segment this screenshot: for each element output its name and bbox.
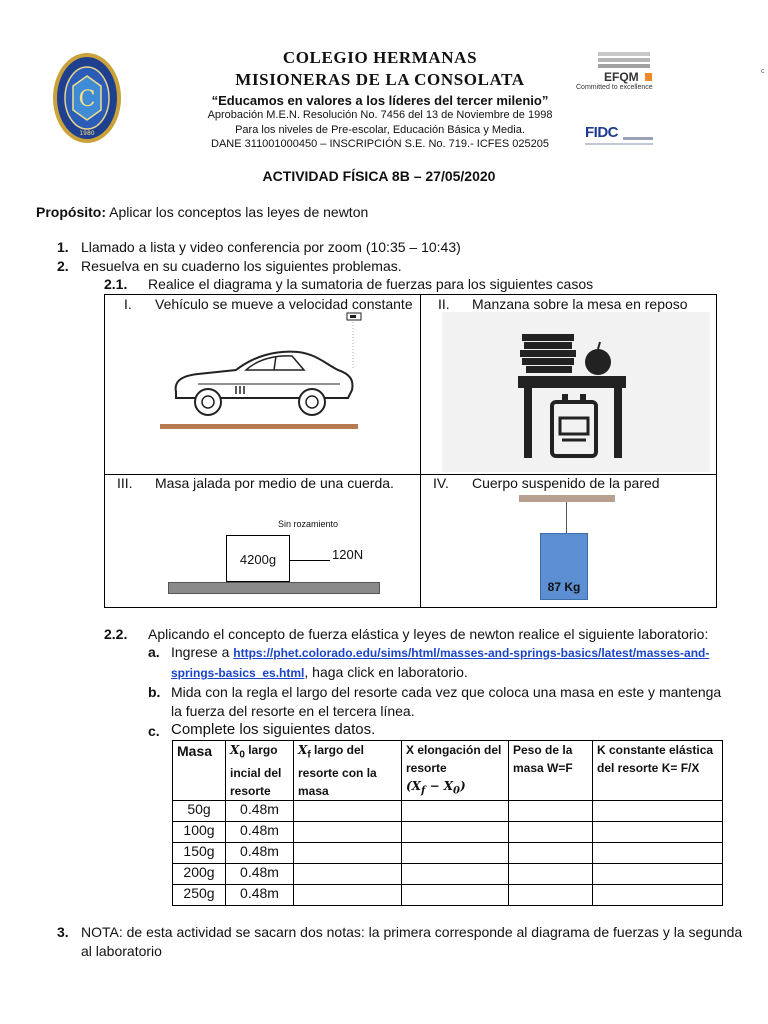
hanging-rope xyxy=(566,502,567,533)
step-c-text: Complete los siguientes datos. xyxy=(171,721,376,738)
cell-x0: 0.48m xyxy=(226,822,294,843)
table-row xyxy=(173,801,723,822)
cell-xf-empty[interactable] xyxy=(294,864,402,885)
item-1-text: Llamado a lista y video conferencia por zoom (10:35 – 10:43) xyxy=(81,239,461,255)
cell-xf-empty[interactable] xyxy=(294,801,402,822)
step-a-post: , haga click en laboratorio. xyxy=(304,664,468,680)
car-illustration xyxy=(158,312,368,434)
case-2-roman: II. xyxy=(438,296,450,312)
efqm-wordmark: EFQM xyxy=(604,70,639,84)
cell-k-empty[interactable] xyxy=(593,885,723,906)
friction-label: Sin rozamiento xyxy=(278,519,339,529)
case-3-roman: III. xyxy=(117,475,133,491)
header-elongation-open: (X xyxy=(406,779,421,793)
sub-2-2-text: Aplicando el concepto de fuerza elástica y leyes de newton realice el siguiente laboratorio: xyxy=(148,626,709,642)
cell-k-empty[interactable] xyxy=(593,801,723,822)
mass-block-label: 4200g xyxy=(239,552,277,567)
header-xf-text: largo del resorte con la masa xyxy=(298,743,377,799)
step-a-line1 xyxy=(171,644,709,660)
case-2-label: Manzana sobre la mesa en reposo xyxy=(472,296,688,312)
step-c-letter: c. xyxy=(148,723,160,739)
cell-masa: 50g xyxy=(173,801,226,822)
purpose-label: Propósito: xyxy=(36,204,106,220)
case-3-label: Masa jalada por medio de una cuerda. xyxy=(155,475,394,491)
activity-title: ACTIVIDAD FÍSICA 8B – 27/05/2020 xyxy=(262,168,496,184)
cell-xf-empty[interactable] xyxy=(294,843,402,864)
sub-2-1-text: Realice el diagrama y la sumatoria de fuerzas para los siguientes casos xyxy=(148,276,594,292)
cell-peso-empty[interactable] xyxy=(509,822,593,843)
table-row xyxy=(173,822,723,843)
table-row xyxy=(173,864,723,885)
hanging-weight-label: 87 Kg xyxy=(547,580,581,594)
note-number: 3. xyxy=(57,924,69,940)
header-x0-sub: 0 xyxy=(239,749,245,761)
rope-line xyxy=(290,560,330,561)
phet-link-part1[interactable]: https://phet.colorado.edu/sims/html/masses-and-springs-basics/latest/masses-and- xyxy=(233,646,710,660)
efqm-logo xyxy=(576,52,656,96)
cell-peso-empty[interactable] xyxy=(509,843,593,864)
svg-text:C: C xyxy=(78,87,96,112)
header-xf-sub: f xyxy=(307,749,311,761)
crest-year: 1980 xyxy=(79,130,95,137)
cell-xf-empty[interactable] xyxy=(294,885,402,906)
cell-peso-empty[interactable] xyxy=(509,801,593,822)
step-a-letter: a. xyxy=(148,644,160,660)
header-peso-text: Peso de la masa W=F xyxy=(513,743,573,775)
phet-link-part2[interactable]: springs-basics_es.html xyxy=(171,666,305,680)
table-row xyxy=(173,843,723,864)
sub-2-2-number: 2.2. xyxy=(104,626,128,642)
header-peso xyxy=(509,741,593,801)
cell-masa: 200g xyxy=(173,864,226,885)
edge-mark: c xyxy=(761,68,765,75)
cell-x0: 0.48m xyxy=(226,864,294,885)
header-xf-var: X xyxy=(298,743,308,757)
school-name-line2: MISIONERAS DE LA CONSOLATA xyxy=(235,70,525,89)
case-4-label: Cuerpo suspenido de la pared xyxy=(472,475,660,491)
school-name-line1: COLEGIO HERMANAS xyxy=(282,48,478,67)
cell-elongation-empty[interactable] xyxy=(402,864,509,885)
header-elongation-sub-0: 0 xyxy=(453,785,461,797)
desk-icon xyxy=(442,312,710,472)
cell-k-empty[interactable] xyxy=(593,843,723,864)
school-motto: “Educamos en valores a los líderes del tercer milenio” xyxy=(211,93,549,108)
school-crest xyxy=(52,52,122,144)
header-elongation-close: ) xyxy=(460,779,466,793)
header-elongation-sub-f: f xyxy=(421,785,426,797)
cell-masa: 150g xyxy=(173,843,226,864)
cell-masa: 100g xyxy=(173,822,226,843)
cell-masa: 250g xyxy=(173,885,226,906)
step-a-line2 xyxy=(171,664,468,680)
efqm-square-icon xyxy=(645,73,652,81)
header-elongation-minus: − X xyxy=(425,779,454,793)
lab-table xyxy=(172,740,723,906)
case-1-roman: I. xyxy=(124,296,132,312)
efqm-tagline: Committed to excellence xyxy=(576,84,653,91)
fidc-logo xyxy=(585,124,655,148)
header-x0-text: largo incial del resorte xyxy=(230,743,282,799)
header-k xyxy=(593,741,723,801)
cell-peso-empty[interactable] xyxy=(509,885,593,906)
header-x0 xyxy=(226,741,294,801)
header-elongation xyxy=(402,741,509,801)
levels-text: Para los niveles de Pre-escolar, Educación Básica y Media. xyxy=(235,124,525,136)
header-k-text: K constante elástica del resorte K= F/X xyxy=(597,743,714,775)
header-elongation-text: X elongación del resorte xyxy=(406,743,502,775)
cell-elongation-empty[interactable] xyxy=(402,843,509,864)
ground-bar xyxy=(160,424,358,429)
lab-table-header-row xyxy=(173,741,723,801)
header-masa xyxy=(173,741,226,801)
force-label: 120N xyxy=(332,547,364,562)
cell-x0: 0.48m xyxy=(226,801,294,822)
purpose xyxy=(36,204,368,220)
item-2-text: Resuelva en su cuaderno los siguientes problemas. xyxy=(81,258,402,274)
cell-elongation-empty[interactable] xyxy=(402,801,509,822)
case-1-label: Vehículo se mueve a velocidad constante xyxy=(155,296,413,312)
step-a-pre: Ingrese a xyxy=(171,644,234,660)
case-4-roman: IV. xyxy=(433,475,449,491)
cell-k-empty[interactable] xyxy=(593,864,723,885)
header-xf xyxy=(294,741,402,801)
header-masa-text: Masa xyxy=(177,743,213,759)
apple-icon xyxy=(585,349,611,375)
cell-elongation-empty[interactable] xyxy=(402,885,509,906)
cell-elongation-empty[interactable] xyxy=(402,822,509,843)
desk-illustration xyxy=(442,312,710,472)
cell-x0: 0.48m xyxy=(226,843,294,864)
purpose-text: Aplicar los conceptos las leyes de newton xyxy=(106,204,369,220)
fidc-wordmark: FIDC xyxy=(585,124,618,141)
dane-text: DANE 311001000450 – INSCRIPCIÓN S.E. No. 719.- ICFES 025205 xyxy=(211,138,549,150)
cell-peso-empty[interactable] xyxy=(509,864,593,885)
item-1-number: 1. xyxy=(57,239,69,255)
item-2-number: 2. xyxy=(57,258,69,274)
step-b-line1: Mida con la regla el largo del resorte cada vez que coloca una masa en este y mantenga xyxy=(171,684,722,700)
cell-x0: 0.48m xyxy=(226,885,294,906)
header-x0-var: X xyxy=(230,743,240,757)
step-b-letter: b. xyxy=(148,684,161,700)
car-icon xyxy=(158,312,368,434)
ceiling-bar xyxy=(519,495,615,502)
note-line1: NOTA: de esta actividad se sacarn dos notas: la primera corresponde al diagrama de fuerzas y la segunda xyxy=(81,924,743,940)
school-crest-icon xyxy=(52,52,122,144)
cell-xf-empty[interactable] xyxy=(294,822,402,843)
step-b-line2: la fuerza del resorte en el tercera línea. xyxy=(171,703,415,719)
cell-k-empty[interactable] xyxy=(593,822,723,843)
note-line2: al laboratorio xyxy=(81,943,162,959)
sub-2-1-number: 2.1. xyxy=(104,276,128,292)
approval-text: Aprobación M.E.N. Resolución No. 7456 del 13 de Noviembre de 1998 xyxy=(207,109,553,121)
floor-bar xyxy=(168,582,380,594)
table-row xyxy=(173,885,723,906)
